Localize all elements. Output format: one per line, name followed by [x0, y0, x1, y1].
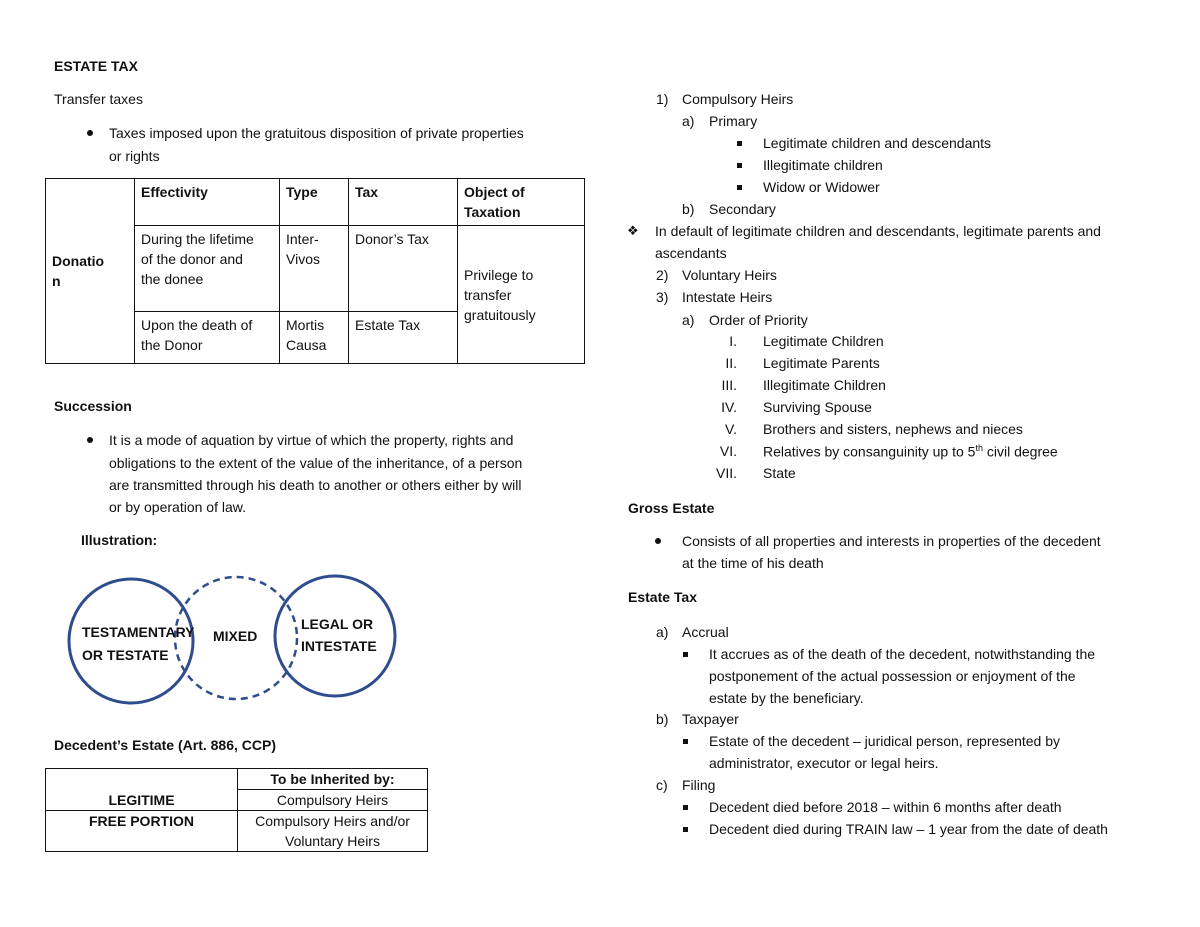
type-cell: Inter- Vivos [280, 226, 349, 312]
list-marker: b) [656, 711, 669, 727]
legitime-heirs: Compulsory Heirs [238, 790, 428, 811]
primary-item: Widow or Widower [763, 179, 880, 195]
venn-label-mixed: MIXED [213, 628, 258, 644]
succession-line: or by operation of law. [109, 499, 246, 515]
header-type: Type [280, 179, 349, 226]
effectivity-cell: During the lifetime of the donor and the donee [135, 226, 280, 312]
filing-label: Filing [682, 777, 716, 793]
legitime-table [45, 768, 428, 852]
square-bullet-icon [683, 652, 688, 657]
accrual-line: It accrues as of the death of the decedent, notwithstanding the [709, 646, 1096, 662]
priority-item: Legitimate Children [763, 333, 884, 349]
priority-item: Brothers and sisters, nephews and nieces [763, 421, 1023, 437]
accrual-line: estate by the beneficiary. [709, 690, 864, 706]
primary-item: Legitimate children and descendants [763, 135, 992, 151]
bullet-icon [87, 130, 93, 136]
venn-label-testamentary: TESTAMENTARY [82, 624, 195, 640]
page-title: ESTATE TAX [54, 58, 138, 74]
compulsory-heirs: Compulsory Heirs [682, 91, 794, 107]
priority-item: Illegitimate Children [763, 377, 886, 393]
succession-heading: Succession [54, 398, 132, 414]
priority-item: Relatives by consanguinity up to 5th civil degree [763, 443, 1058, 460]
priority-item: Surviving Spouse [763, 399, 872, 415]
effectivity-cell: Upon the death of the Donor [135, 312, 280, 364]
list-marker: a) [682, 312, 695, 328]
accrual-line: postponement of the actual possession or enjoyment of the [709, 668, 1076, 684]
legal-circle [275, 576, 395, 696]
transfer-taxes-heading: Transfer taxes [54, 91, 143, 107]
accrual-label: Accrual [682, 624, 729, 640]
list-marker: a) [682, 113, 695, 129]
default-line: ascendants [655, 245, 727, 261]
decedent-estate-heading: Decedent’s Estate (Art. 886, CCP) [54, 737, 276, 753]
illustration-label: Illustration: [81, 532, 158, 548]
type-cell: Mortis Causa [280, 312, 349, 364]
square-bullet-icon [683, 827, 688, 832]
venn-label-legal: LEGAL OR [301, 616, 374, 632]
roman-marker: VII. [715, 465, 737, 481]
square-bullet-icon [737, 163, 742, 168]
gross-estate-line: at the time of his death [682, 555, 824, 571]
roman-marker: VI. [719, 443, 737, 459]
taxpayer-line: administrator, executor or legal heirs. [709, 755, 939, 771]
legitime-label: LEGITIME [46, 769, 238, 811]
venn-label-testamentary: OR TESTATE [82, 647, 169, 663]
square-bullet-icon [737, 141, 742, 146]
diamond-bullet-icon: ❖ [627, 223, 639, 238]
square-bullet-icon [683, 739, 688, 744]
primary-label: Primary [709, 113, 758, 129]
object-cell: Privilege to transfer gratuitously [458, 226, 585, 364]
estate-tax-heading: Estate Tax [628, 589, 697, 605]
taxpayer-label: Taxpayer [682, 711, 739, 727]
bullet-icon [655, 538, 661, 544]
list-marker: a) [656, 624, 669, 640]
square-bullet-icon [683, 805, 688, 810]
roman-marker: I. [729, 333, 737, 349]
free-portion-heirs: Compulsory Heirs and/or Voluntary Heirs [238, 811, 428, 852]
header-effectivity: Effectivity [135, 179, 280, 226]
tax-cell: Estate Tax [349, 312, 458, 364]
gross-estate-line: Consists of all properties and interests in properties of the decedent [682, 533, 1101, 549]
header-tax: Tax [349, 179, 458, 226]
roman-marker: II. [725, 355, 737, 371]
list-marker: c) [656, 777, 668, 793]
succession-line: obligations to the extent of the value of the inheritance, of a person [109, 455, 523, 471]
succession-line: It is a mode of aquation by virtue of which the property, rights and [109, 432, 514, 448]
filing-item: Decedent died during TRAIN law – 1 year from the date of death [709, 821, 1108, 837]
priority-item: Legitimate Parents [763, 355, 880, 371]
intestate-heirs: Intestate Heirs [682, 289, 773, 305]
tax-cell: Donor’s Tax [349, 226, 458, 312]
donation-table [45, 178, 585, 364]
roman-marker: III. [721, 377, 737, 393]
inherited-header: To be Inherited by: [238, 769, 428, 790]
secondary-label: Secondary [709, 201, 776, 217]
taxpayer-line: Estate of the decedent – juridical person, represented by [709, 733, 1060, 749]
priority-item: State [763, 465, 796, 481]
header-object: Object of Taxation [458, 179, 585, 226]
transfer-bullet-line: Taxes imposed upon the gratuitous disposition of private properties [109, 125, 524, 141]
donation-row-header: Donatio n [46, 179, 135, 364]
list-marker: b) [682, 201, 695, 217]
list-marker: 2) [656, 267, 669, 283]
testamentary-circle [69, 579, 193, 703]
venn-label-legal: INTESTATE [301, 638, 377, 654]
default-line: In default of legitimate children and descendants, legitimate parents and [655, 223, 1101, 239]
list-marker: 3) [656, 289, 669, 305]
gross-estate-heading: Gross Estate [628, 500, 715, 516]
roman-marker: IV. [721, 399, 737, 415]
square-bullet-icon [737, 185, 742, 190]
primary-item: Illegitimate children [763, 157, 883, 173]
voluntary-heirs: Voluntary Heirs [682, 267, 777, 283]
succession-line: are transmitted through his death to another or others either by will [109, 477, 522, 493]
transfer-bullet-line: or rights [109, 148, 160, 164]
filing-item: Decedent died before 2018 – within 6 months after death [709, 799, 1062, 815]
order-of-priority: Order of Priority [709, 312, 808, 328]
free-portion-label: FREE PORTION [46, 811, 238, 852]
bullet-icon [87, 437, 93, 443]
list-marker: 1) [656, 91, 669, 107]
roman-marker: V. [725, 421, 737, 437]
